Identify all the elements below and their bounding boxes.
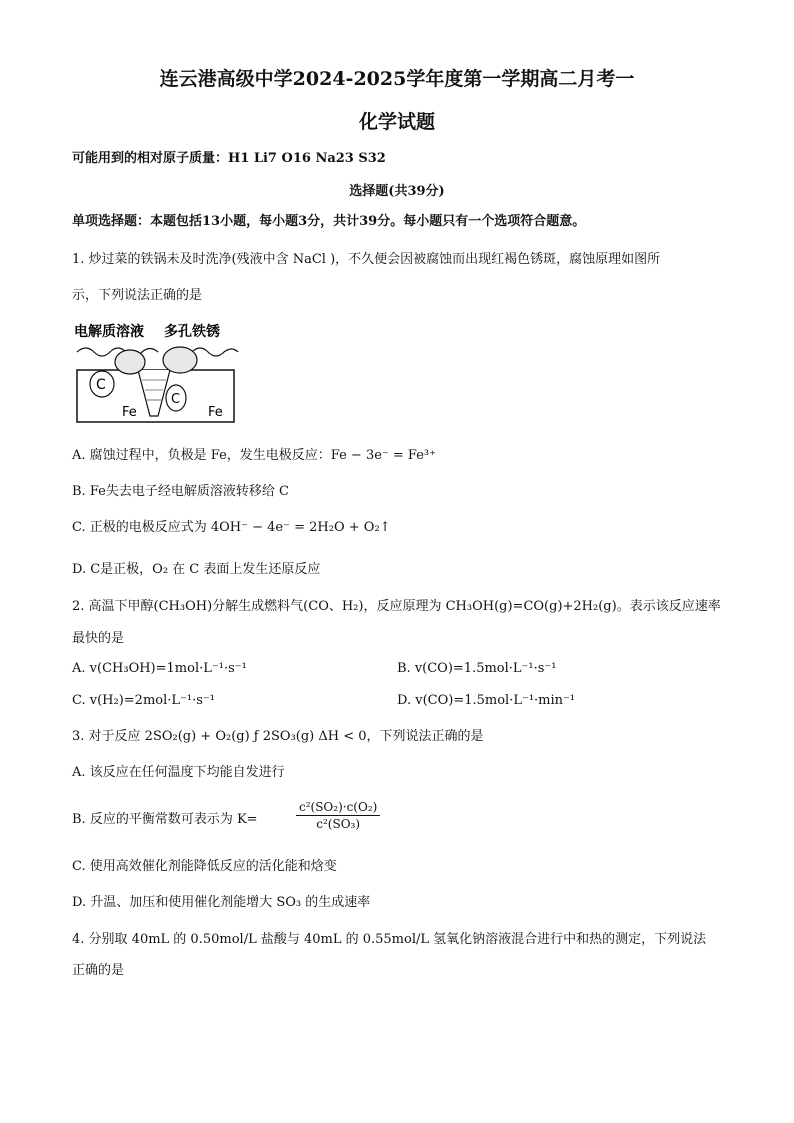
rust-blob-left xyxy=(115,350,145,374)
q3-option-a: A. 该反应在任何温度下均能自发进行 xyxy=(72,765,285,780)
q2-stem-line2: 最快的是 xyxy=(72,631,125,646)
q3-option-c: C. 使用高效催化剂能降低反应的活化能和焓变 xyxy=(72,859,337,874)
fraction-numerator: c²(SO₂)·c(O₂) xyxy=(296,800,380,816)
q2-stem-line1: 2. 高温下甲醇(CH₃OH)分解生成燃料气(CO、H₂)，反应原理为 CH₃OH(g)=CO(g)+2H₂(g)。表示该反应速率 xyxy=(72,599,721,614)
carbon-label-right: C xyxy=(171,392,181,407)
rust-label: 多孔铁锈 xyxy=(164,324,220,340)
subject-title: 化学试题 xyxy=(358,111,435,133)
fraction-denominator: c²(SO₃) xyxy=(316,817,361,831)
q3-option-b-prefix: B. 反应的平衡常数可表示为 K= xyxy=(72,812,258,827)
atomic-masses: 可能用到的相对原子质量：H1 Li7 O16 Na23 S32 xyxy=(72,151,386,166)
iron-label-left: Fe xyxy=(122,405,137,420)
q1-option-a: A. 腐蚀过程中，负极是 Fe，发生电极反应：Fe − 3e⁻ = Fe³⁺ xyxy=(72,448,437,463)
q3-stem: 3. 对于反应 2SO₂(g) + O₂(g) ƒ 2SO₃(g) ΔH < 0，下列说法正确的是 xyxy=(72,729,484,744)
q1-option-c: C. 正极的电极反应式为 4OH⁻ − 4e⁻ = 2H₂O + O₂↑ xyxy=(72,520,391,535)
carbon-label-left: C xyxy=(96,377,106,393)
q3-option-d: D. 升温、加压和使用催化剂能增大 SO₃ 的生成速率 xyxy=(72,895,371,910)
q2-option-c: C. v(H₂)=2mol·L⁻¹·s⁻¹ xyxy=(72,693,215,708)
corrosion-pit xyxy=(138,370,170,416)
q4-stem-line2: 正确的是 xyxy=(72,963,125,978)
q1-stem-line1: 1. 炒过菜的铁锅未及时洗净(残液中含 NaCl )，不久便会因被腐蚀而出现红褐色锈斑，腐蚀原理如图所 xyxy=(72,252,661,267)
section-heading: 选择题(共39分) xyxy=(349,184,445,199)
q2-option-b: B. v(CO)=1.5mol·L⁻¹·s⁻¹ xyxy=(397,661,557,676)
electrolyte-label: 电解质溶液 xyxy=(74,324,144,340)
q1-stem-line2: 示，下列说法正确的是 xyxy=(72,288,203,303)
q4-stem-line1: 4. 分别取 40mL 的 0.50mol/L 盐酸与 40mL 的 0.55mol/L 氢氧化钠溶液混合进行中和热的测定，下列说法 xyxy=(72,932,707,947)
q2-option-a: A. v(CH₃OH)=1mol·L⁻¹·s⁻¹ xyxy=(72,661,247,676)
equilibrium-constant-fraction xyxy=(296,800,380,831)
exam-title: 连云港高级中学2024-2025学年度第一学期高二月考一 xyxy=(159,68,635,90)
q1-option-b: B. Fe失去电子经电解质溶液转移给 C xyxy=(72,484,289,499)
q2-option-d: D. v(CO)=1.5mol·L⁻¹·min⁻¹ xyxy=(397,693,576,708)
electrolyte-surface-right xyxy=(192,348,238,356)
rust-blob-right xyxy=(163,347,197,373)
iron-label-right: Fe xyxy=(208,405,223,420)
q1-option-d: D. C是正极，O₂ 在 C 表面上发生还原反应 xyxy=(72,562,321,577)
instructions: 单项选择题：本题包括13小题，每小题3分，共计39分。每小题只有一个选项符合题意。 xyxy=(72,214,586,229)
corrosion-diagram xyxy=(72,318,242,426)
